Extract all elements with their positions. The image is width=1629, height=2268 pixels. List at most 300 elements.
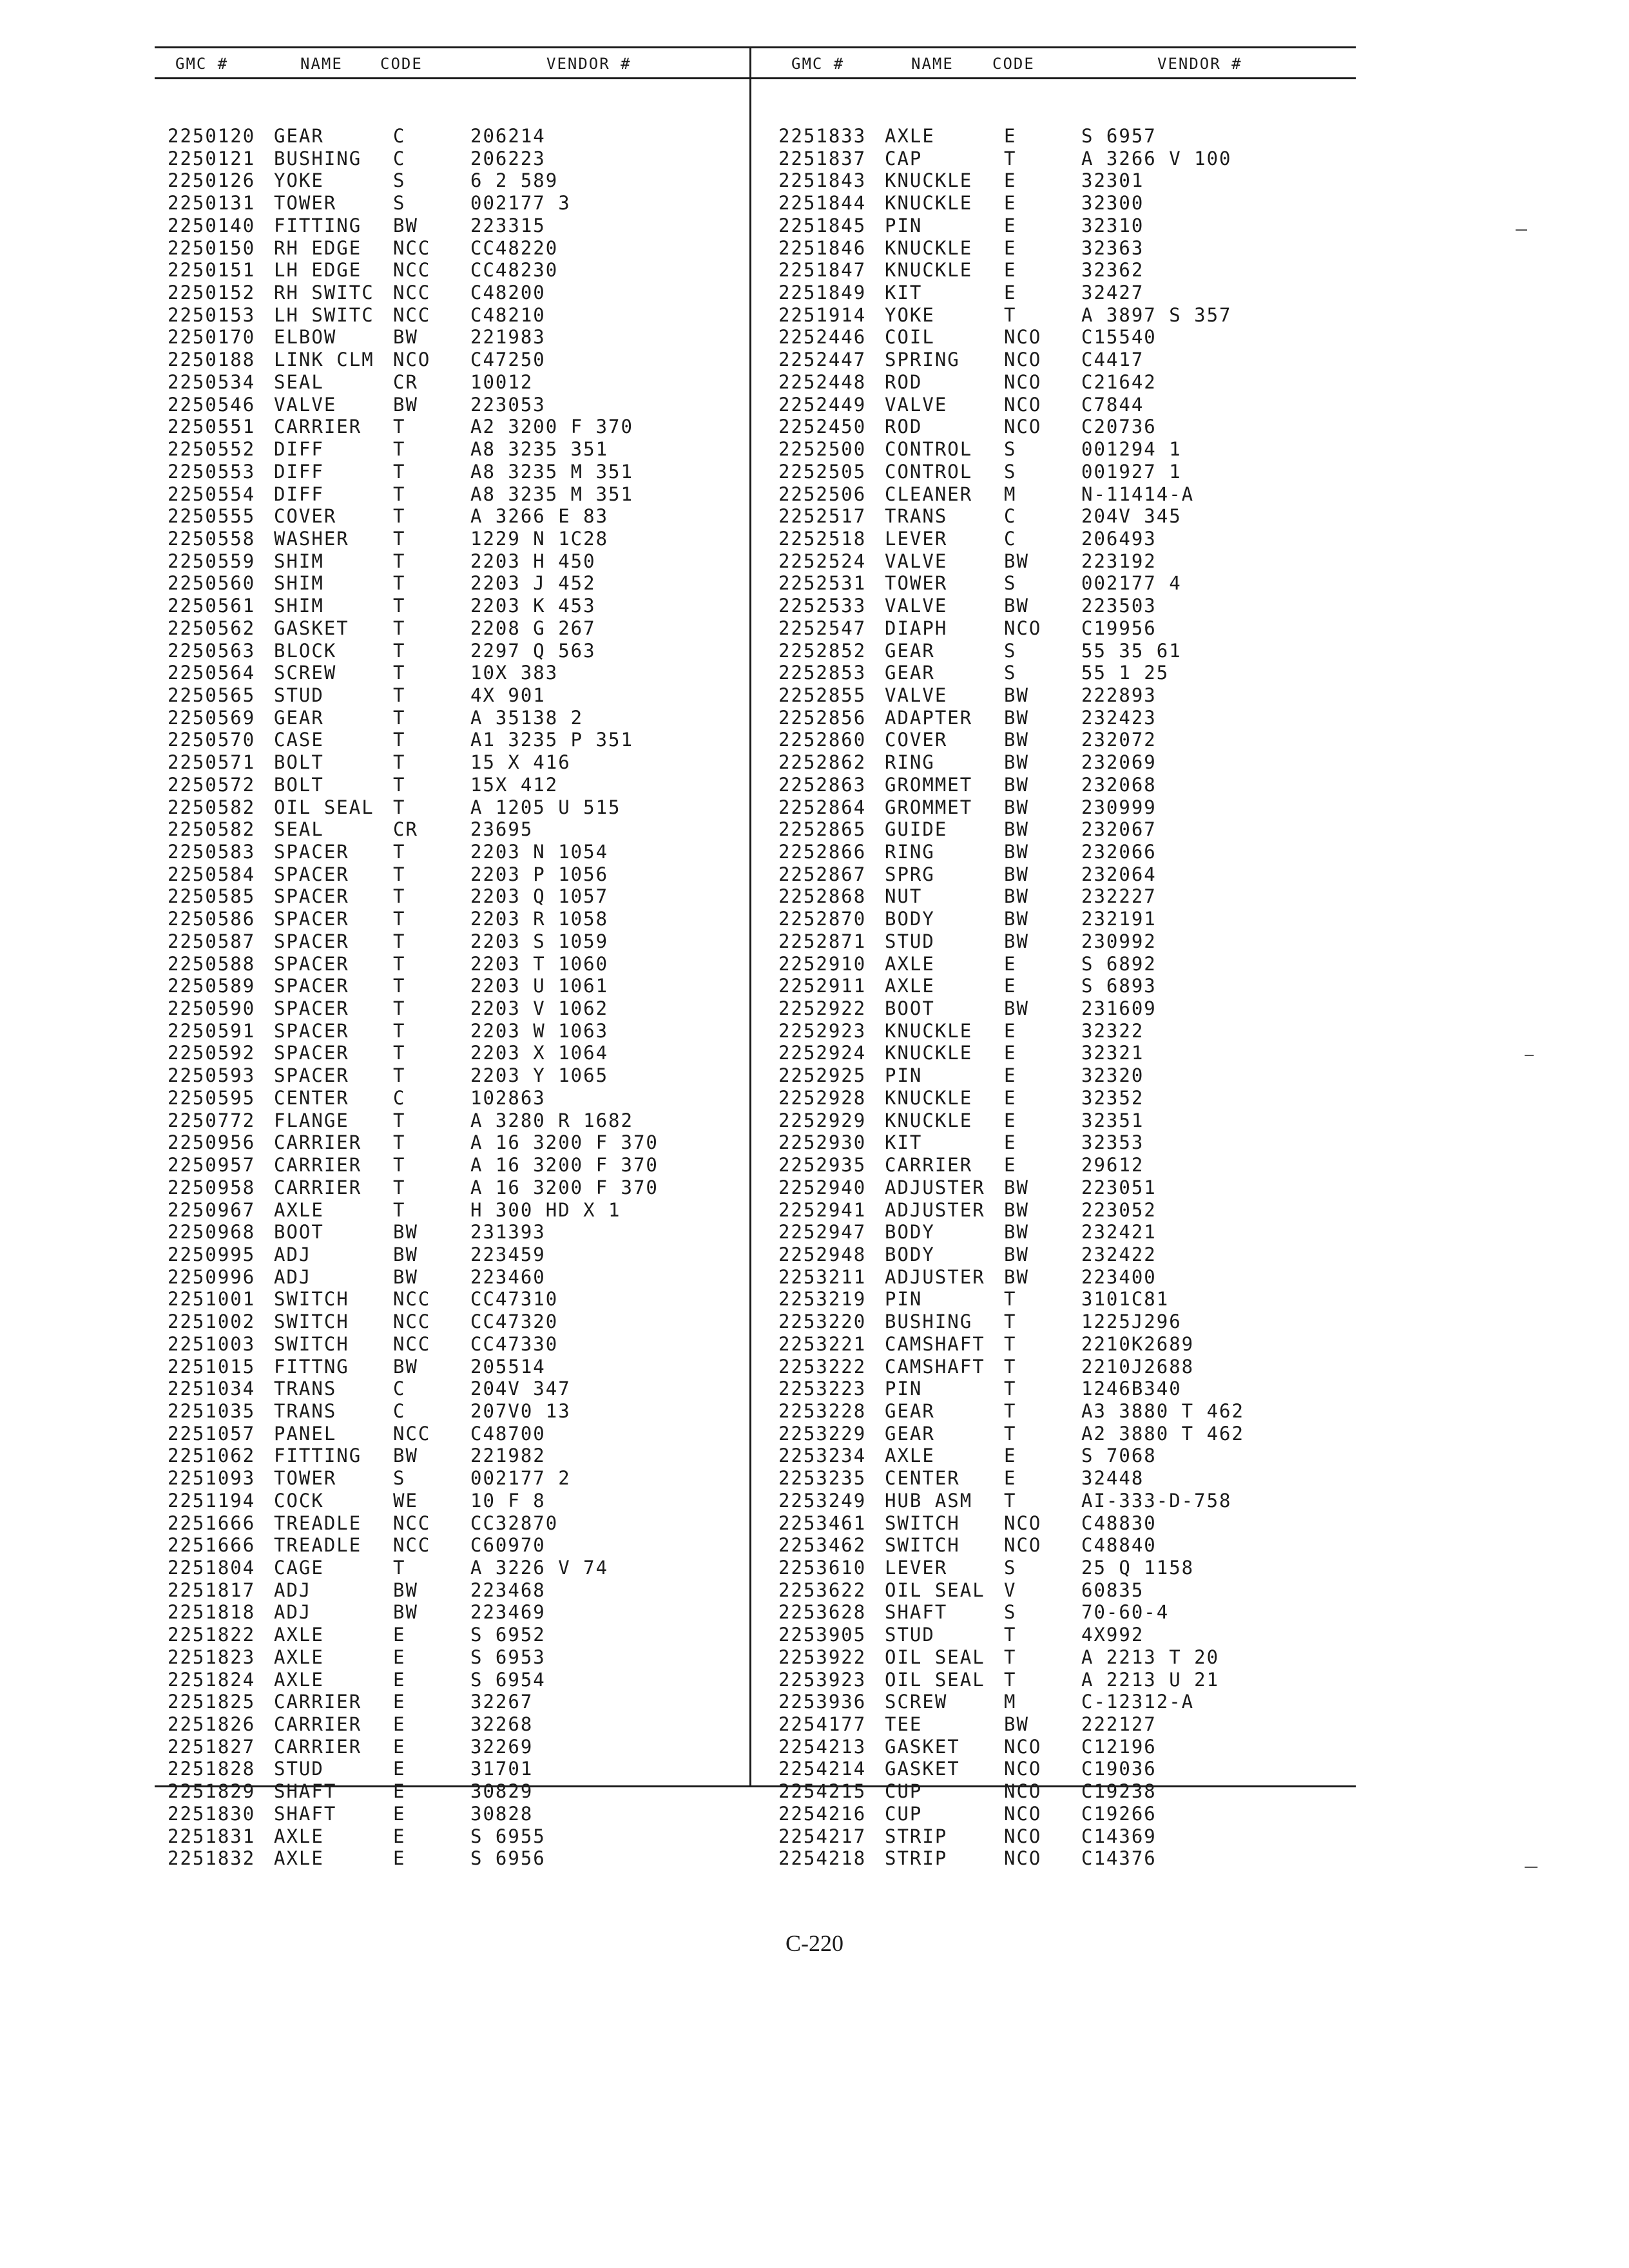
part-name: ADJ: [274, 1601, 312, 1624]
table-row: [168, 1758, 760, 1780]
table-row: [778, 997, 1371, 1020]
vendor-number: C20736: [1081, 416, 1157, 438]
table-row: [168, 818, 760, 841]
part-name: FLANGE: [274, 1109, 349, 1131]
vendor-code: NCO: [1004, 1758, 1042, 1780]
vendor-number: A2 3200 F 370: [470, 416, 633, 438]
table-row: [778, 438, 1371, 461]
vendor-number: 2203 W 1063: [470, 1019, 609, 1042]
gmc-number: 2252533: [778, 595, 867, 617]
part-name: TOWER: [274, 192, 337, 215]
page-number: C-220: [786, 1930, 843, 1956]
vendor-code: T: [393, 1064, 406, 1087]
table-row: [778, 1646, 1371, 1669]
part-name: CARRIER: [274, 1154, 362, 1177]
gmc-number: 2252860: [778, 729, 867, 751]
gmc-number: 2253622: [778, 1579, 867, 1601]
vendor-code: E: [393, 1735, 406, 1758]
gmc-number: 2252856: [778, 706, 867, 729]
vendor-code: S: [393, 1467, 406, 1490]
vendor-code: NCO: [1004, 1802, 1042, 1825]
vendor-code: T: [393, 662, 406, 684]
part-name: TOWER: [885, 572, 948, 595]
gmc-number: 2253249: [778, 1489, 867, 1512]
vendor-number: 60835: [1081, 1579, 1144, 1601]
vendor-code: BW: [393, 1265, 418, 1288]
vendor-code: BW: [393, 214, 418, 236]
vendor-code: T: [393, 1042, 406, 1064]
vendor-code: T: [393, 483, 406, 505]
gmc-number: 2252448: [778, 370, 867, 393]
part-name: GEAR: [885, 1422, 935, 1445]
gmc-number: 2250958: [168, 1176, 256, 1198]
vendor-number: S 6955: [470, 1825, 546, 1847]
gmc-number: 2253462: [778, 1534, 867, 1557]
table-row: [168, 237, 760, 260]
vendor-number: C19266: [1081, 1802, 1157, 1825]
part-name: GEAR: [885, 1399, 935, 1422]
vendor-number: 222127: [1081, 1713, 1157, 1736]
gmc-number: 2251034: [168, 1378, 256, 1400]
part-name: PANEL: [274, 1422, 337, 1445]
vendor-code: T: [1004, 303, 1017, 326]
vendor-code: E: [1004, 1109, 1017, 1131]
part-name: PIN: [885, 214, 923, 236]
gmc-number: 2250152: [168, 282, 256, 304]
vendor-number: 2203 J 452: [470, 572, 596, 595]
part-name: BOLT: [274, 751, 324, 774]
table-row: [778, 1423, 1371, 1445]
part-name: SHIM: [274, 595, 324, 617]
vendor-code: T: [393, 460, 406, 483]
part-name: CENTER: [274, 1086, 349, 1109]
table-row: [778, 729, 1371, 751]
vendor-number: CC47330: [470, 1332, 559, 1355]
vendor-code: S: [1004, 639, 1017, 662]
table-row: [168, 707, 760, 729]
vendor-number: C14369: [1081, 1825, 1157, 1847]
vendor-code: T: [393, 729, 406, 751]
part-name: BODY: [885, 1221, 935, 1244]
vendor-number: 32321: [1081, 1042, 1144, 1064]
gmc-number: 2252524: [778, 550, 867, 572]
margin-mark: [1525, 1867, 1537, 1868]
table-row: [168, 1736, 760, 1758]
vendor-number: C19238: [1081, 1780, 1157, 1803]
part-name: VALVE: [885, 684, 948, 706]
vendor-code: T: [393, 952, 406, 975]
table-row: [778, 394, 1371, 416]
table-row: [778, 1042, 1371, 1064]
gmc-number: 2252853: [778, 662, 867, 684]
part-name: COCK: [274, 1489, 324, 1512]
part-name: SPACER: [274, 908, 349, 930]
gmc-number: 2250586: [168, 908, 256, 930]
vendor-code: T: [393, 1557, 406, 1579]
table-row: [778, 1557, 1371, 1579]
gmc-number: 2252928: [778, 1086, 867, 1109]
part-name: AXLE: [274, 1825, 324, 1847]
vendor-code: E: [1004, 1064, 1017, 1087]
part-name: LH SWITC: [274, 303, 374, 326]
vendor-code: E: [1004, 169, 1017, 192]
vendor-number: C7844: [1081, 393, 1144, 416]
gmc-number: 2252940: [778, 1176, 867, 1198]
vendor-code: BW: [1004, 1265, 1029, 1288]
vendor-number: 204V 345: [1081, 505, 1182, 528]
gmc-number: 2250570: [168, 729, 256, 751]
vendor-number: 206493: [1081, 527, 1157, 550]
part-name: GASKET: [274, 617, 349, 639]
vendor-number: 32351: [1081, 1109, 1144, 1131]
part-name: ADJUSTER: [885, 1198, 985, 1221]
gmc-number: 2253923: [778, 1668, 867, 1691]
vendor-code: E: [1004, 214, 1017, 236]
vendor-number: 55 1 25: [1081, 662, 1170, 684]
vendor-code: T: [393, 863, 406, 885]
gmc-number: 2250554: [168, 483, 256, 505]
vendor-number: 55 35 61: [1081, 639, 1182, 662]
vendor-number: 231393: [470, 1221, 546, 1244]
vendor-number: CC47310: [470, 1288, 559, 1311]
table-row: [778, 1490, 1371, 1512]
gmc-number: 2251093: [168, 1467, 256, 1490]
part-name: SEAL: [274, 370, 324, 393]
part-name: ADAPTER: [885, 706, 973, 729]
vendor-number: 230992: [1081, 930, 1157, 952]
part-name: SPRG: [885, 863, 935, 885]
table-row: [168, 416, 760, 438]
vendor-number: 223459: [470, 1243, 546, 1265]
gmc-number: 2251847: [778, 259, 867, 282]
gmc-number: 2250772: [168, 1109, 256, 1131]
vendor-code: E: [393, 1780, 406, 1803]
table-row: [168, 1534, 760, 1557]
table-row: [168, 595, 760, 617]
vendor-number: A 1205 U 515: [470, 796, 621, 818]
table-row: [778, 371, 1371, 394]
vendor-number: CC47320: [470, 1311, 559, 1333]
table-row: [778, 192, 1371, 215]
gmc-number: 2251817: [168, 1579, 256, 1601]
vendor-code: C: [393, 1399, 406, 1422]
gmc-number: 2251015: [168, 1355, 256, 1378]
vendor-number: 2210J2688: [1081, 1355, 1195, 1378]
table-row: [778, 707, 1371, 729]
vendor-code: NCO: [1004, 416, 1042, 438]
vendor-number: 2203 Y 1065: [470, 1064, 609, 1087]
gmc-number: 2250120: [168, 125, 256, 147]
gmc-number: 2251818: [168, 1601, 256, 1624]
part-name: SPACER: [274, 997, 349, 1020]
gmc-number: 2250592: [168, 1042, 256, 1064]
vendor-code: E: [1004, 282, 1017, 304]
table-row: [168, 1177, 760, 1199]
gmc-number: 2254216: [778, 1802, 867, 1825]
part-name: OIL SEAL: [885, 1646, 985, 1668]
part-name: STUD: [274, 1758, 324, 1780]
vendor-number: A 3280 R 1682: [470, 1109, 633, 1131]
part-name: GEAR: [885, 639, 935, 662]
gmc-number: 2250995: [168, 1243, 256, 1265]
part-name: CENTER: [885, 1467, 960, 1490]
gmc-number: 2250551: [168, 416, 256, 438]
vendor-number: 2203 V 1062: [470, 997, 609, 1020]
vendor-number: 1229 N 1C28: [470, 527, 609, 550]
vendor-number: 223315: [470, 214, 546, 236]
vendor-code: S: [1004, 662, 1017, 684]
table-row: [168, 125, 760, 148]
table-row: [778, 169, 1371, 192]
gmc-number: 2253235: [778, 1467, 867, 1490]
vendor-number: 102863: [470, 1086, 546, 1109]
table-row: [778, 640, 1371, 662]
gmc-number: 2250562: [168, 617, 256, 639]
vendor-number: 223468: [470, 1579, 546, 1601]
gmc-number: 2252935: [778, 1154, 867, 1177]
vendor-number: 223503: [1081, 595, 1157, 617]
part-name: CARRIER: [274, 1131, 362, 1154]
table-row: [778, 1356, 1371, 1378]
table-row: [168, 1423, 760, 1445]
gmc-number: 2252864: [778, 796, 867, 818]
vendor-number: 15X 412: [470, 773, 559, 796]
table-row: [778, 1579, 1371, 1602]
vendor-number: H 300 HD X 1: [470, 1198, 621, 1221]
vendor-number: N-11414-A: [1081, 483, 1195, 505]
table-row: [168, 796, 760, 819]
table-row: [778, 1601, 1371, 1624]
vendor-number: 70-60-4: [1081, 1601, 1170, 1624]
vendor-code: NCC: [393, 1288, 431, 1311]
table-row: [778, 505, 1371, 528]
gmc-number: 2252517: [778, 505, 867, 528]
vendor-code: CR: [393, 818, 418, 841]
gmc-number: 2250563: [168, 639, 256, 662]
table-row: [168, 1400, 760, 1423]
table-row: [168, 751, 760, 774]
table-row: [168, 1131, 760, 1154]
table-row: [778, 1467, 1371, 1490]
vendor-number: 221983: [470, 326, 546, 349]
vendor-code: S: [1004, 1557, 1017, 1579]
table-row: [778, 1847, 1371, 1870]
gmc-number: 2252866: [778, 841, 867, 863]
part-name: PIN: [885, 1064, 923, 1087]
gmc-number: 2251845: [778, 214, 867, 236]
vendor-number: 223460: [470, 1265, 546, 1288]
table-row: [168, 1601, 760, 1624]
table-row: [778, 885, 1371, 908]
gmc-number: 2250587: [168, 930, 256, 952]
vendor-number: AI-333-D-758: [1081, 1489, 1232, 1512]
part-name: GASKET: [885, 1758, 960, 1780]
vendor-code: NCO: [1004, 617, 1042, 639]
part-name: RH SWITC: [274, 282, 374, 304]
part-name: ELBOW: [274, 326, 337, 349]
vendor-code: NCC: [393, 1422, 431, 1445]
table-row: [168, 572, 760, 595]
part-name: YOKE: [274, 169, 324, 192]
table-row: [168, 1356, 760, 1378]
part-name: GEAR: [274, 125, 324, 147]
table-row: [168, 169, 760, 192]
part-name: RH EDGE: [274, 236, 362, 259]
header-top-rule: [155, 46, 1356, 48]
table-row: [778, 1199, 1371, 1222]
table-row: [168, 617, 760, 640]
part-name: STUD: [885, 930, 935, 952]
vendor-number: CC48230: [470, 259, 559, 282]
gmc-number: 2251826: [168, 1713, 256, 1736]
vendor-number: A1 3235 P 351: [470, 729, 633, 751]
vendor-number: 232066: [1081, 841, 1157, 863]
vendor-number: 232069: [1081, 751, 1157, 774]
vendor-code: BW: [1004, 706, 1029, 729]
vendor-code: C: [393, 125, 406, 147]
gmc-number: 2251822: [168, 1624, 256, 1646]
gmc-number: 2252910: [778, 952, 867, 975]
gmc-number: 2252930: [778, 1131, 867, 1154]
part-name: DIAPH: [885, 617, 948, 639]
gmc-number: 2254218: [778, 1847, 867, 1870]
table-row: [778, 1780, 1371, 1803]
part-name: CARRIER: [274, 1735, 362, 1758]
vendor-number: S 6893: [1081, 975, 1157, 997]
vendor-number: 2203 U 1061: [470, 975, 609, 997]
vendor-code: T: [393, 773, 406, 796]
gmc-number: 2250595: [168, 1086, 256, 1109]
table-row: [168, 774, 760, 796]
gmc-number: 2251849: [778, 282, 867, 304]
table-row: [168, 148, 760, 170]
table-row: [168, 1467, 760, 1490]
part-name: AXLE: [274, 1198, 324, 1221]
gmc-number: 2253219: [778, 1288, 867, 1311]
table-row: [168, 1579, 760, 1602]
vendor-code: T: [1004, 1288, 1017, 1311]
vendor-number: S 6954: [470, 1668, 546, 1691]
table-row: [168, 1825, 760, 1848]
table-row: [168, 841, 760, 863]
gmc-number: 2250591: [168, 1019, 256, 1042]
vendor-number: 223192: [1081, 550, 1157, 572]
vendor-number: A 2213 T 20: [1081, 1646, 1220, 1668]
vendor-number: A 16 3200 F 370: [470, 1154, 659, 1177]
vendor-code: NCO: [1004, 1735, 1042, 1758]
table-row: [778, 1244, 1371, 1266]
table-row: [778, 1534, 1371, 1557]
gmc-number: 2250552: [168, 438, 256, 461]
vendor-code: T: [393, 595, 406, 617]
vendor-number: C15540: [1081, 326, 1157, 349]
left-header-name: NAME: [300, 55, 343, 73]
vendor-number: A 16 3200 F 370: [470, 1131, 659, 1154]
part-name: KIT: [885, 282, 923, 304]
vendor-number: 32268: [470, 1713, 534, 1736]
table-row: [778, 1713, 1371, 1736]
vendor-number: 232067: [1081, 818, 1157, 841]
vendor-number: 001294 1: [1081, 438, 1182, 461]
vendor-code: BW: [393, 1601, 418, 1624]
left-header-gmc: GMC #: [175, 55, 229, 73]
gmc-number: 2252923: [778, 1019, 867, 1042]
right-header-code: CODE: [992, 55, 1035, 73]
part-name: KIT: [885, 1131, 923, 1154]
vendor-code: T: [1004, 147, 1017, 169]
gmc-number: 2254217: [778, 1825, 867, 1847]
vendor-code: NCC: [393, 282, 431, 304]
table-row: [168, 1445, 760, 1467]
gmc-number: 2252863: [778, 773, 867, 796]
gmc-number: 2253221: [778, 1332, 867, 1355]
vendor-number: C48840: [1081, 1534, 1157, 1557]
table-row: [168, 394, 760, 416]
vendor-number: 2203 P 1056: [470, 863, 609, 885]
table-row: [168, 1803, 760, 1825]
table-row: [168, 550, 760, 573]
vendor-code: V: [1004, 1579, 1017, 1601]
gmc-number: 2251914: [778, 303, 867, 326]
vendor-code: C: [393, 1086, 406, 1109]
gmc-number: 2252911: [778, 975, 867, 997]
gmc-number: 2250996: [168, 1265, 256, 1288]
vendor-number: 10 F 8: [470, 1489, 546, 1512]
part-name: TRANS: [885, 505, 948, 528]
part-name: DIFF: [274, 483, 324, 505]
part-name: AXLE: [885, 1445, 935, 1467]
vendor-code: NCO: [1004, 1847, 1042, 1870]
part-name: KNUCKLE: [885, 236, 973, 259]
gmc-number: 2252852: [778, 639, 867, 662]
table-row: [778, 416, 1371, 438]
vendor-code: BW: [1004, 550, 1029, 572]
table-row: [168, 1266, 760, 1289]
gmc-number: 2251824: [168, 1668, 256, 1691]
vendor-number: 2203 H 450: [470, 550, 596, 572]
gmc-number: 2250968: [168, 1221, 256, 1244]
part-name: SCREW: [274, 662, 337, 684]
gmc-number: 2251832: [168, 1847, 256, 1870]
right-header-vendor: VENDOR #: [1157, 55, 1242, 73]
part-name: NUT: [885, 885, 923, 908]
vendor-code: BW: [1004, 684, 1029, 706]
part-name: YOKE: [885, 303, 935, 326]
part-name: KNUCKLE: [885, 1086, 973, 1109]
vendor-number: 31701: [470, 1758, 534, 1780]
gmc-number: 2250153: [168, 303, 256, 326]
part-name: OIL SEAL: [274, 796, 374, 818]
vendor-code: E: [1004, 1042, 1017, 1064]
part-name: SPACER: [274, 863, 349, 885]
part-name: SWITCH: [885, 1512, 960, 1534]
vendor-code: T: [393, 684, 406, 706]
table-row: [778, 908, 1371, 930]
table-row: [168, 371, 760, 394]
vendor-number: 232191: [1081, 908, 1157, 930]
part-name: LINK CLM: [274, 349, 374, 371]
gmc-number: 2250553: [168, 460, 256, 483]
table-row: [778, 662, 1371, 684]
gmc-number: 2251837: [778, 147, 867, 169]
gmc-number: 2251057: [168, 1422, 256, 1445]
vendor-number: 15 X 416: [470, 751, 571, 774]
left-header-vendor: VENDOR #: [546, 55, 631, 73]
table-row: [168, 1333, 760, 1356]
part-name: SEAL: [274, 818, 324, 841]
table-row: [168, 1512, 760, 1535]
part-name: TREADLE: [274, 1512, 362, 1534]
